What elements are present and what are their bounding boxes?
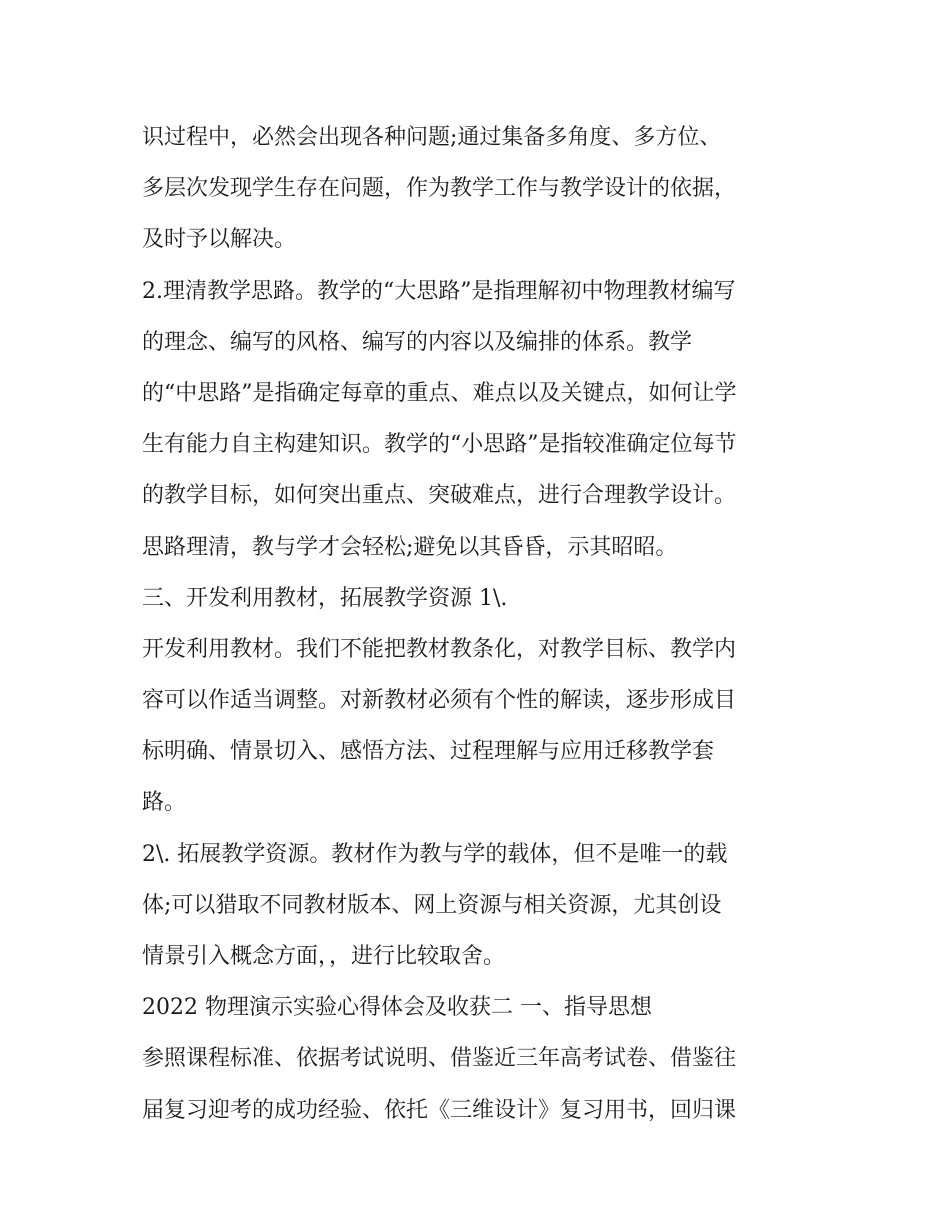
text-line: 的教学目标，如何突出重点、突破难点，进行合理教学设计。 — [142, 483, 737, 509]
text-line: 容可以作适当调整。对新教材必须有个性的解读，逐步形成目 — [142, 688, 737, 714]
text-line: 识过程中，必然会出现各种问题;通过集备多角度、多方位、 — [142, 125, 722, 150]
text-line: 2\. 拓展教学资源。教材作为教与学的载体，但不是唯一的载 — [142, 841, 728, 867]
text-line: 路。 — [142, 790, 187, 816]
text-line: 情景引入概念方面，，进行比较取舍。 — [142, 944, 506, 969]
section-heading: 2022 物理演示实验心得体会及收获二 一、指导思想 — [142, 995, 652, 1021]
text-line: 思路理清，教与学才会轻松;避免以其昏昏，示其昭昭。 — [142, 534, 678, 560]
text-line: 开发利用教材。我们不能把教材教条化，对教学目标、教学内 — [142, 636, 737, 662]
text-line: 及时予以解决。 — [142, 227, 297, 253]
text-line: 的理念、编写的风格、编写的内容以及编排的体系。教学 — [142, 329, 693, 355]
text-line: 的“中思路”是指确定每章的重点、难点以及关键点，如何让学 — [142, 380, 737, 406]
text-line: 生有能力自主构建知识。教学的“小思路”是指较准确定位每节 — [142, 432, 737, 458]
text-line: 标明确、情景切入、感悟方法、过程理解与应用迁移教学套 — [142, 739, 715, 765]
text-line: 体;可以猎取不同教材版本、网上资源与相关资源，尤其创设 — [142, 892, 722, 918]
text-line: 届复习迎考的成功经验、依托《三维设计》复习用书，回归课 — [142, 1097, 737, 1123]
text-line: 参照课程标准、依据考试说明、借鉴近三年高考试卷、借鉴往 — [142, 1046, 737, 1072]
document-body — [142, 112, 822, 1136]
section-heading: 三、开发利用教材，拓展教学资源 1\. — [142, 585, 508, 611]
text-line: 2.理清教学思路。教学的“大思路”是指理解初中物理教材编写 — [142, 278, 736, 304]
text-line: 多层次发现学生存在问题，作为教学工作与教学设计的依据， — [142, 176, 737, 202]
